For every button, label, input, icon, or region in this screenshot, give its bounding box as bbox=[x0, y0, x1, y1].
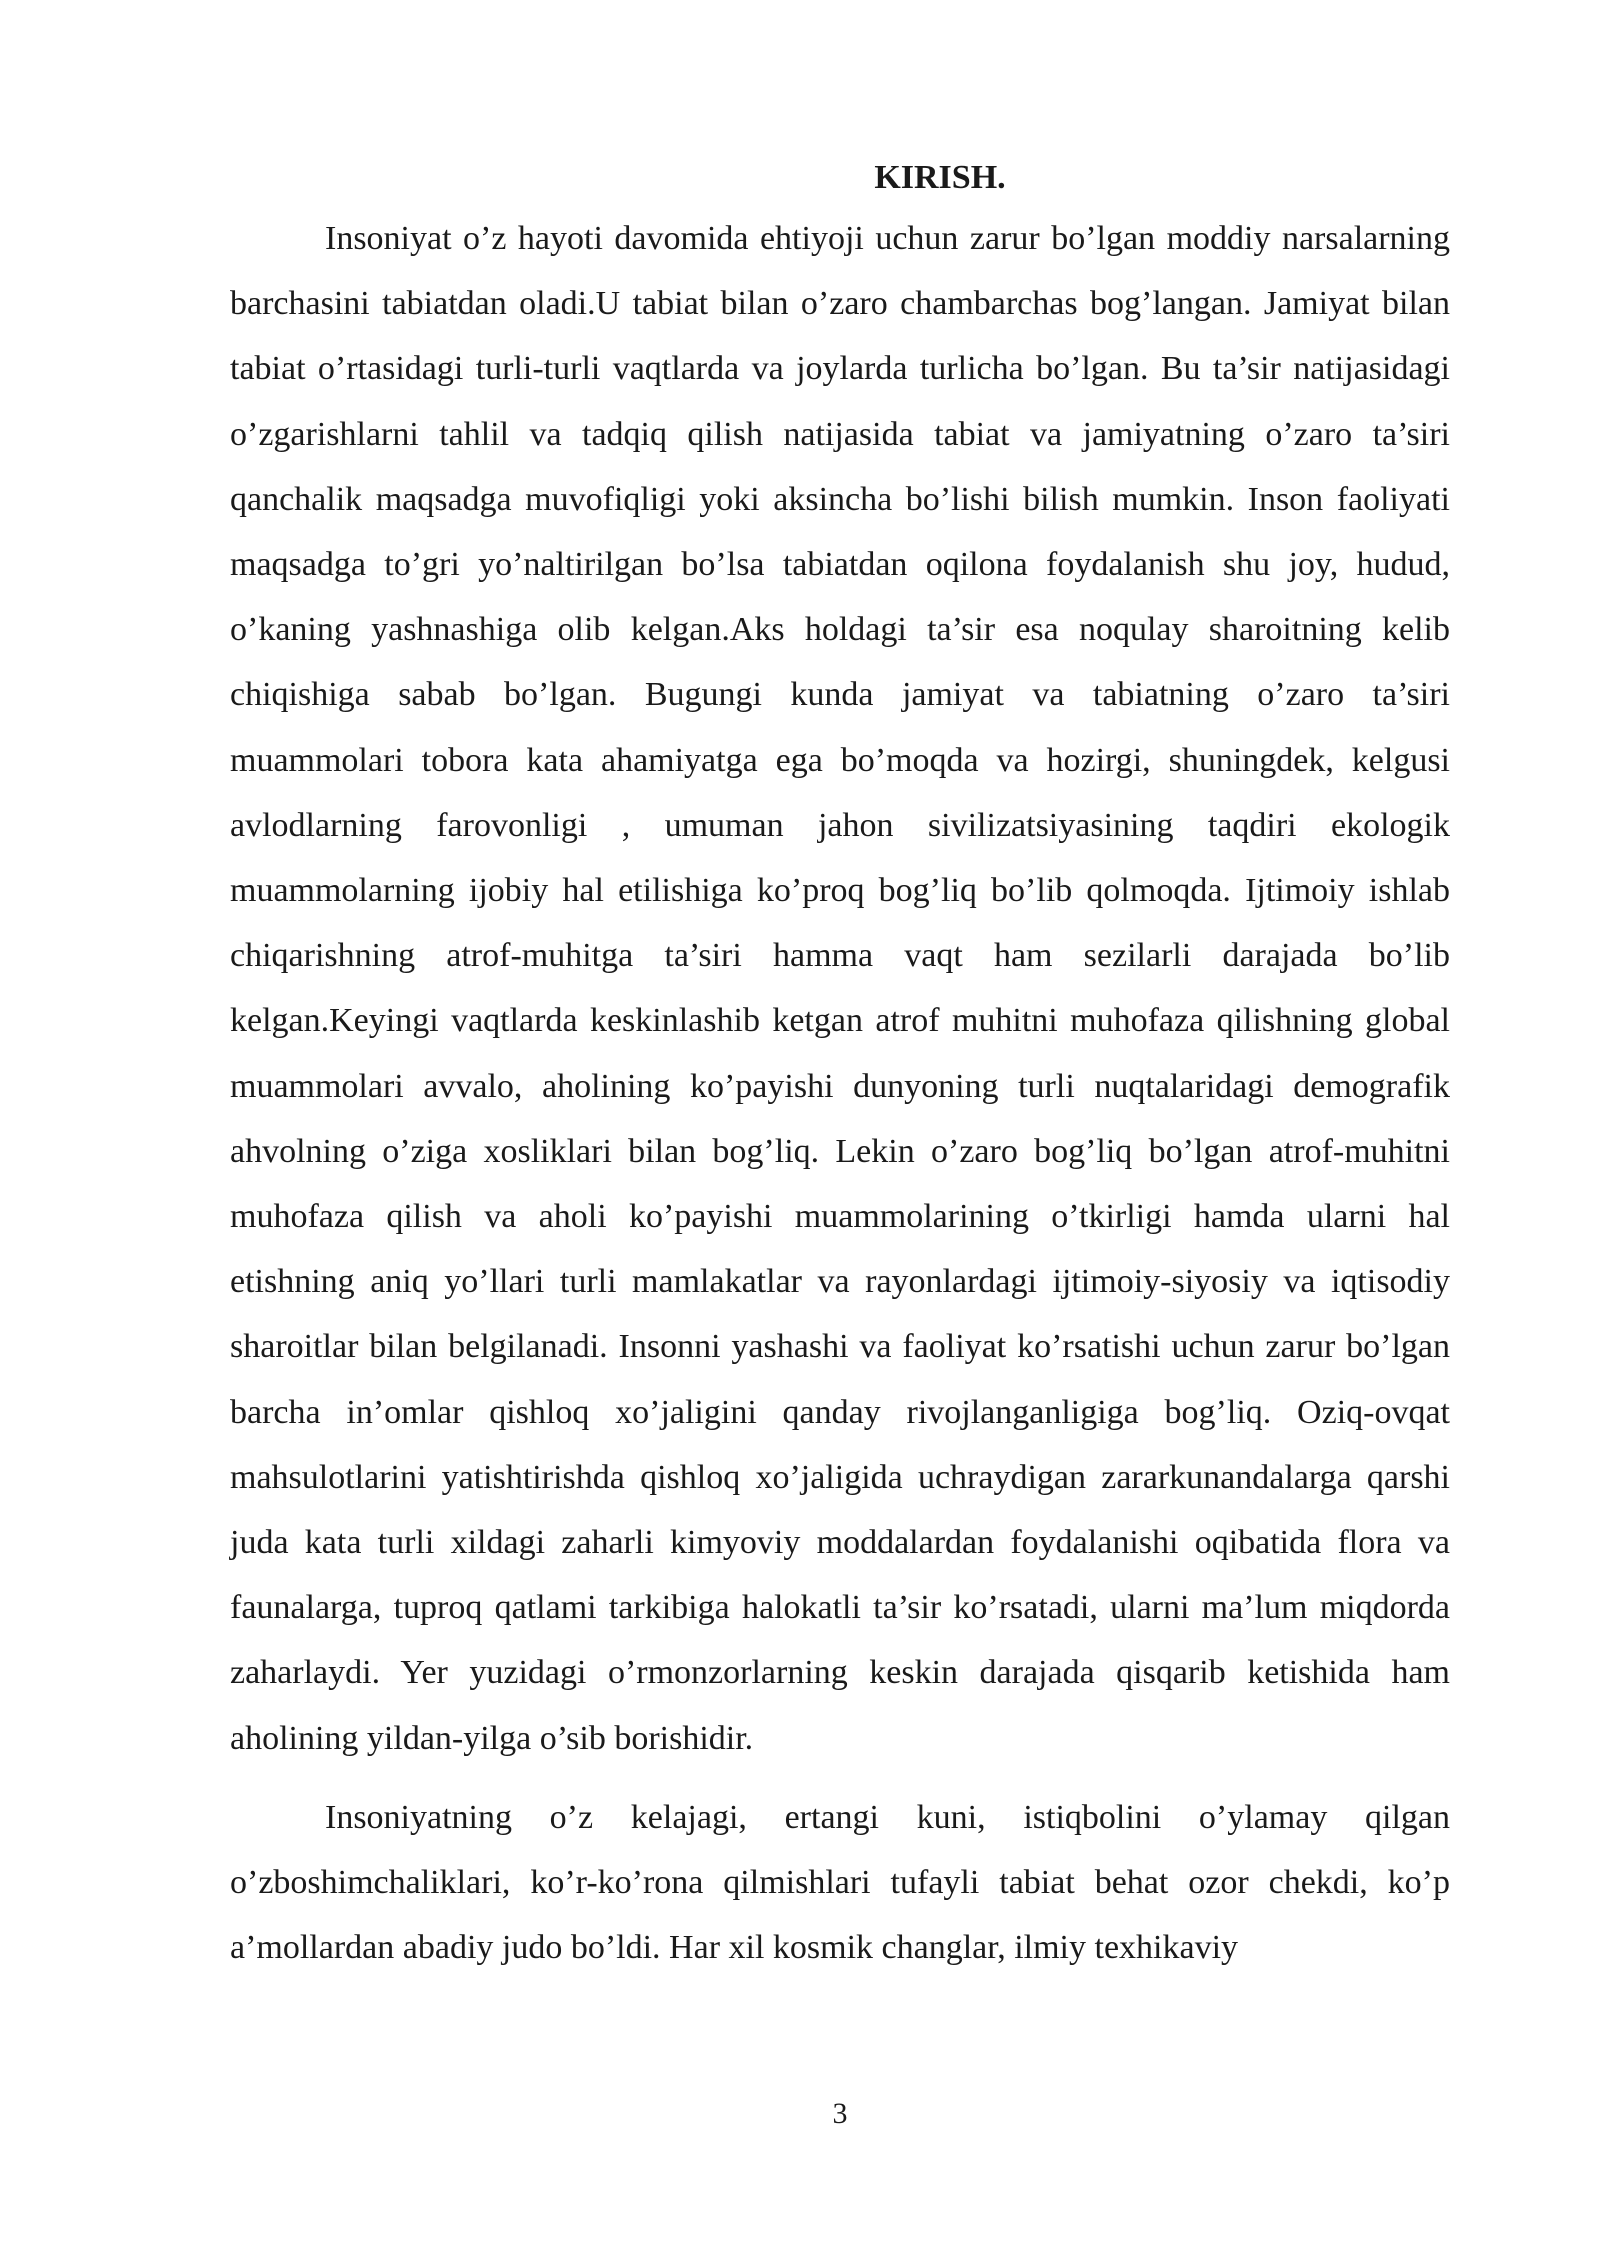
document-body bbox=[230, 150, 1450, 1980]
page-title: KIRISH. bbox=[874, 159, 1006, 196]
paragraph-intro: Insoniyat o’z hayoti davomida ehtiyoji uchun zarur bo’lgan moddiy narsalarning barchasini tabiatdan oladi.U tabiat bilan o’zaro chambarchas bog’langan. Jamiyat bilan tabiat o’rtasidagi turli-turli vaqtlarda va joylarda turlicha bo’lgan. Bu ta’sir natijasidagi o’zgarishlarni tahlil va tadqiq qilish natijasida tabiat va jamiyatning o’zaro ta’siri qanchalik maqsadga muvofiqligi yoki aksincha bo’lishi bilish mumkin. Inson faoliyati maqsadga to’gri yo’naltirilgan bo’lsa tabiatdan oqilona foydalanish shu joy, hudud, o’kaning yashnashiga olib kelgan.Aks holdagi ta’sir esa noqulay sharoitning kelib chiqishiga sabab bo’lgan. Bugungi kunda jamiyat va tabiatning o’zaro ta’siri muammolari tobora kata ahamiyatga ega bo’moqda va hozirgi, shuningdek, kelgusi avlodlarning farovonligi , umuman jahon sivilizatsiyasining taqdiri ekologik muammolarning ijobiy hal etilishiga ko’proq bog’liq bo’lib qolmoqda. Ijtimoiy ishlab chiqarishning atrof-muhitga ta’siri hamma vaqt ham sezilarli darajada bo’lib kelgan.Keyingi vaqtlarda keskinlashib ketgan atrof muhitni muhofaza qilishning global muammolari avvalo, aholining ko’payishi dunyoning turli nuqtalaridagi demografik ahvolning o’ziga xosliklari bilan bog’liq. Lekin o’zaro bog’liq bo’lgan atrof-muhitni muhofaza qilish va aholi ko’payishi muammolarining o’tkirligi hamda ularni hal etishning aniq yo’llari turli mamlakatlar va rayonlardagi ijtimoiy-siyosiy va iqtisodiy sharoitlar bilan belgilanadi. Insonni yashashi va faoliyat ko’rsatishi uchun zarur bo’lgan barcha in’omlar qishloq xo’jaligini qanday rivojlanganligiga bog’liq. Oziq-ovqat mahsulotlarini yatishtirishda qishloq xo’jaligida uchraydigan zararkunandalarga qarshi juda kata turli xildagi zaharli kimyoviy moddalardan foydalanishi oqibatida flora va faunalarga, tuproq qatlami tarkibiga halokatli ta’sir ko’rsatadi, ularni ma’lum miqdorda zaharlaydi. Yer yuzidagi o’rmonzorlarning keskin darajada qisqarib ketishida ham aholining yildan-yilga o’sib borishidir. bbox=[230, 220, 1450, 1757]
paragraph-second: Insoniyatning o’z kelajagi, ertangi kuni, istiqbolini o’ylamay qilgan o’zboshimchaliklari, ko’r-ko’rona qilmishlari tufayli tabiat behat ozor chekdi, ko’p a’mollardan abadiy judo bo’ldi. Har xil kosmik changlar, ilmiy texhikaviy bbox=[230, 1798, 1450, 1967]
page-number: 3 bbox=[832, 2097, 848, 2130]
